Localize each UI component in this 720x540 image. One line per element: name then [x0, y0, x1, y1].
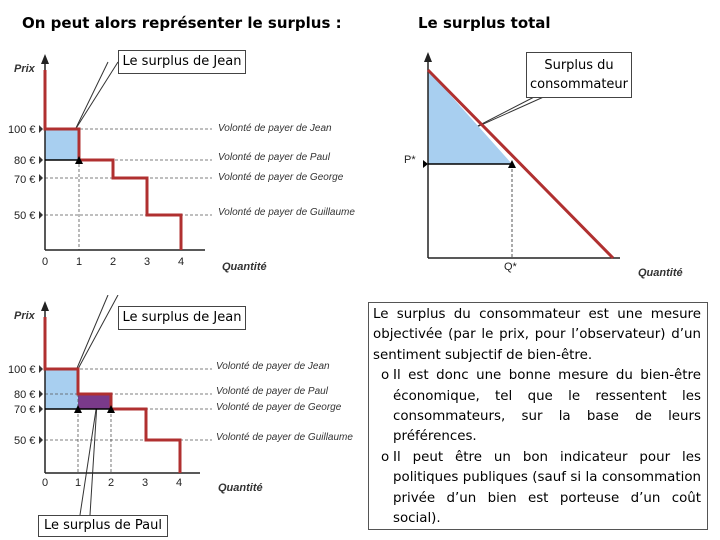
callout-jean-surplus-top: Le surplus de Jean: [118, 50, 246, 74]
x-axis-title: Quantité: [638, 267, 683, 279]
left-heading: On peut alors représenter le surplus :: [22, 14, 342, 32]
x-tick-4: 4: [178, 256, 185, 268]
bullet-item-1: [381, 366, 701, 448]
label-jean: Volonté de payer de Jean: [218, 123, 332, 134]
x-tick-2: 2: [108, 477, 115, 489]
x-tick-1: 1: [76, 256, 83, 268]
y-tick-50: 50 €: [14, 435, 36, 447]
bullet-marker: o: [381, 449, 390, 465]
y-axis-arrow-icon: [41, 301, 49, 311]
x-tick-3: 3: [142, 477, 149, 489]
label-guillaume: Volonté de payer de Guillaume: [216, 432, 353, 443]
y-tick-80: 80 €: [14, 155, 36, 167]
callout-paul-surplus: Le surplus de Paul: [38, 515, 168, 537]
y-tick-70: 70 €: [14, 404, 36, 416]
x-tick-1: 1: [75, 477, 82, 489]
x-tick-0: 0: [42, 477, 49, 489]
label-paul: Volonté de payer de Paul: [216, 386, 328, 397]
y-tick-50: 50 €: [14, 210, 36, 222]
y-tick-100: 100 €: [8, 364, 36, 376]
y-axis-arrow-icon: [424, 52, 432, 62]
x-tick-0: 0: [42, 256, 49, 268]
label-george: Volonté de payer de George: [218, 172, 344, 183]
y-axis-title: Prix: [14, 63, 35, 75]
paul-surplus-area: [78, 394, 111, 409]
y-tick-80: 80 €: [14, 389, 36, 401]
label-jean: Volonté de payer de Jean: [216, 361, 330, 372]
explanation-textbox: [368, 302, 708, 530]
y-axis-arrow-icon: [41, 54, 49, 64]
label-guillaume: Volonté de payer de Guillaume: [218, 207, 355, 218]
y-axis-title: Prix: [14, 310, 35, 322]
bullet-item-2: [381, 448, 701, 530]
callout-pointer: [75, 62, 108, 130]
x-tick-4: 4: [176, 477, 183, 489]
bullet-text-2: Il peut être un bon indicateur pour les politiques publiques (sauf si la consommation privée d’un bien est porteuse d’un coût social).: [393, 449, 701, 527]
y-tick-70: 70 €: [14, 174, 36, 186]
callout-consumer-surplus: Surplus du consommateur: [526, 52, 632, 98]
label-george: Volonté de payer de George: [216, 402, 342, 413]
bullet-text-1: Il est donc une bonne mesure du bien-être économique, tel que le ressentent les consommateurs, sur la base de leurs préférences.: [393, 368, 701, 445]
chart-jean-paul-surplus: [0, 295, 360, 540]
chart-jean-surplus: [0, 40, 360, 285]
x-tick-3: 3: [144, 256, 151, 268]
x-axis-title: Quantité: [218, 482, 263, 494]
right-heading: Le surplus total: [418, 14, 551, 32]
p-star-label: P*: [404, 154, 416, 166]
x-tick-2: 2: [110, 256, 117, 268]
y-tick-100: 100 €: [8, 124, 36, 136]
intro-paragraph: Le surplus du consommateur est une mesure objectivée (par le prix, pour l’observateur) d’un sentiment subjectif de bien-être.: [373, 307, 701, 363]
bullet-marker: o: [381, 368, 390, 384]
q-star-label: Q*: [504, 261, 517, 273]
jean-surplus-area: [45, 369, 78, 409]
jean-surplus-area: [45, 129, 79, 160]
x-axis-title: Quantité: [222, 261, 267, 273]
callout-jean-surplus-bottom: Le surplus de Jean: [118, 306, 246, 330]
label-paul: Volonté de payer de Paul: [218, 152, 330, 163]
